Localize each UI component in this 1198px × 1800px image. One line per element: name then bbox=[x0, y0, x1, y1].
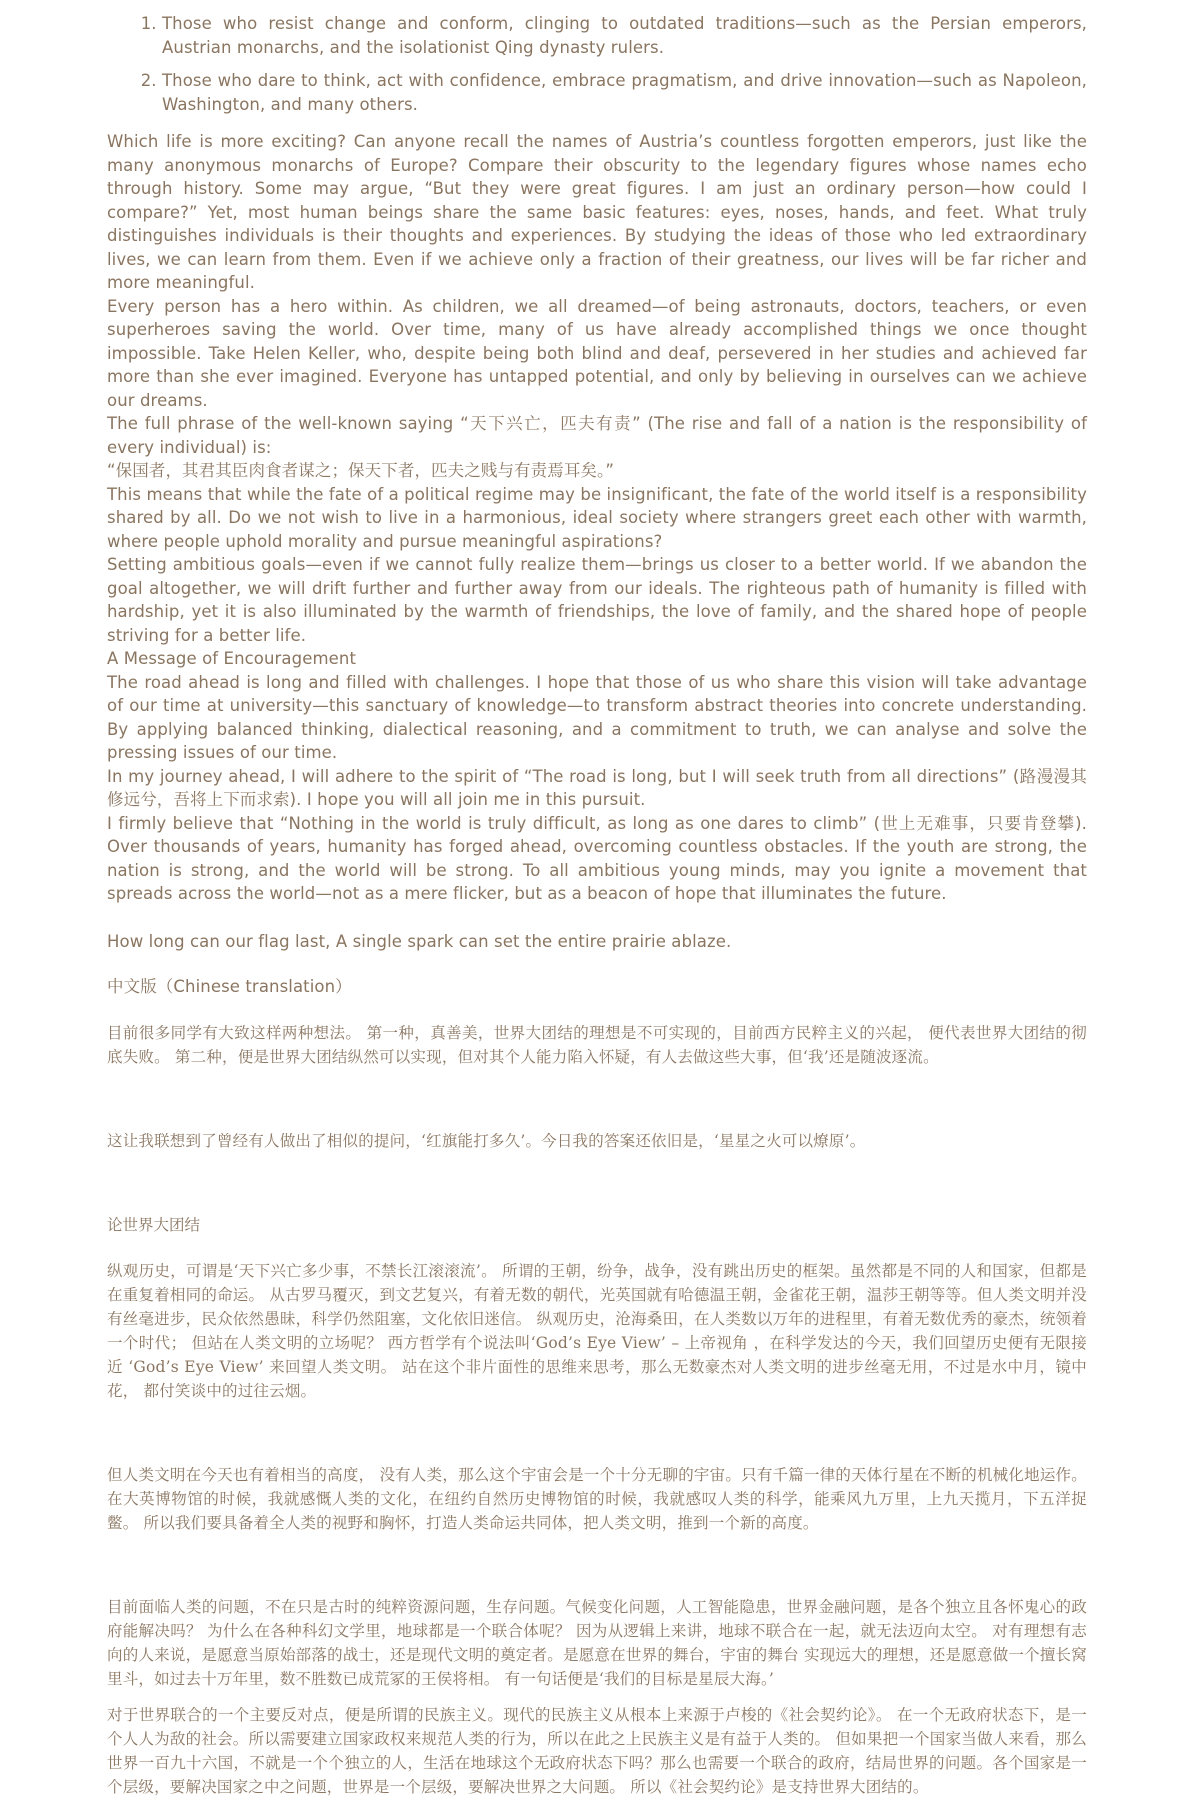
spacer bbox=[107, 1691, 1087, 1703]
chinese-paragraph: 目前面临人类的问题，不在只是古时的纯粹资源问题，生存问题。气候变化问题，人工智能隐患，世界金融问题，是各个独立且各怀鬼心的政府能解决吗？ 为什么在各种科幻文学里，地球都是一个联合体呢？ 因为从逻辑上来讲，地球不联合在一起，就无法迈向太空。 对有理想有志向的人来说，是愿意当原始部落的战士，还是现代文明的奠定者。是愿意在世界的舞台，宇宙的舞台 实现远大的理想，还是愿意做一个擅长窝里斗，如过去十万年里，数不胜数已成荒冢的王侯将相。 有一句话便是‘我们的目标是星辰大海。’ bbox=[107, 1597, 1087, 1688]
numbered-list bbox=[107, 12, 1087, 116]
spacer bbox=[107, 1069, 1087, 1129]
chinese-paragraph: 但人类文明在今天也有着相当的高度， 没有人类，那么这个宇宙会是一个十分无聊的宇宙。只有千篇一律的天体行星在不断的机械化地运作。 在大英博物馆的时候，我就感慨人类的文化，在纽约自然历史博物馆的时候，我就感叹人类的科学，能乘风九万里，上九天揽月，下五洋捉鳖。 所以我们要具备着全人类的视野和胸怀，打造人类命运共同体，把人类文明，推到一个新的高度。 bbox=[107, 1465, 1087, 1532]
quote-chinese: “保国者，其君其臣肉食者谋之；保天下者，匹夫之贱与有责焉耳矣。” bbox=[107, 461, 615, 480]
list-item: 1. Those who resist change and conform, clinging to outdated traditions—such as the Persian emperors, Austrian monarchs, and the isolationist Qing dynasty rulers. bbox=[162, 12, 1087, 59]
list-item: 2. Those who dare to think, act with confidence, embrace pragmatism, and drive innovation—such as Napoleon, Washington, and many others. bbox=[162, 69, 1087, 116]
paragraph-full-phrase: The full phrase of the well-known saying “天下兴亡，匹夫有责” (The rise and fall of a nation is the responsibility of every individual) is: bbox=[107, 414, 1087, 457]
flag-line: How long can our flag last, A single spark can set the entire prairie ablaze. bbox=[107, 931, 732, 951]
chinese-section bbox=[107, 1021, 1087, 1799]
heading-encouragement: A Message of Encouragement bbox=[107, 649, 357, 668]
paragraph-road-ahead: The road ahead is long and filled with challenges. I hope that those of us who share this vision will take advantage of our time at university—this sanctuary of knowledge—to transform abstract theories into concrete understanding. By applying balanced thinking, dialectical reasoning, and a commitment to truth, we can analyse and solve the pressing issues of our time. bbox=[107, 672, 1087, 762]
spacer bbox=[107, 906, 1087, 930]
paragraph-which-life: Which life is more exciting? Can anyone recall the names of Austria’s countless forgotten emperors, just like the many anonymous monarchs of Europe? Compare their obscurity to the legendary figures whose names echo through history. Some may argue, “But they were great figures. I am just an ordinary person—how could I compare?” Yet, most human beings share the same basic features: eyes, noses, hands, and feet. What truly distinguishes individuals is their thoughts and experiences. By studying the ideas of those who led extraordinary lives, we can learn from them. Even if we achieve only a fraction of their greatness, our lives will be far richer and more meaningful. bbox=[107, 132, 1087, 292]
paragraph-firmly-believe: I firmly believe that “Nothing in the world is truly difficult, as long as one dares to climb” (世上无难事，只要肯登攀). Over thousands of years, humanity has forged ahead, overcoming countless obstacles. If the youth are strong, the nation is strong, and the world will be strong. To all ambitious young minds, may you ignite a movement that spreads across the world—not as a mere flicker, but as a beacon of hope that illuminates the future. bbox=[107, 813, 1087, 903]
paragraph-political-regime: This means that while the fate of a political regime may be insignificant, the fate of the world itself is a responsibility shared by all. Do we not wish to live in a harmonious, ideal society where strangers greet each other with warmth, where people uphold morality and pursue meaningful aspirations? bbox=[107, 484, 1087, 551]
spacer bbox=[107, 1237, 1087, 1259]
chinese-title: 论世界大团结 bbox=[107, 1215, 201, 1234]
spacer bbox=[107, 999, 1087, 1021]
chinese-paragraph: 对于世界联合的一个主要反对点，便是所谓的民族主义。现代的民族主义从根本上来源于卢梭的《社会契约论》。 在一个无政府状态下，是一个人人为敌的社会。所以需要建立国家政权来规范人类的行为，所以在此之上民族主义是有益于人类的。 但如果把一个国家当做人来看，那么世界一百九十六国，不就是一个个独立的人，生活在地球这个无政府状态下吗？那么也需要一个联合的政府，结局世界的问题。各个国家是一个层级，要解决国家之中之问题，世界是一个层级，要解决世界之大问题。 所以《社会契约论》是支持世界大团结的。 bbox=[107, 1705, 1087, 1796]
chinese-paragraph: 目前很多同学有大致这样两种想法。 第一种，真善美，世界大团结的理想是不可实现的，目前西方民粹主义的兴起， 便代表世界大团结的彻底失败。 第二种，便是世界大团结纵然可以实现，但对其个人能力陷入怀疑，有人去做这些大事，但‘我’还是随波逐流。 bbox=[107, 1023, 1087, 1066]
chinese-paragraph: 这让我联想到了曾经有人做出了相似的提问，‘红旗能打多久’。今日我的答案还依旧是，‘星星之火可以燎原’。 bbox=[107, 1131, 866, 1150]
spacer bbox=[107, 1153, 1087, 1213]
chinese-translation-heading: 中文版（Chinese translation） bbox=[107, 977, 352, 996]
spacer bbox=[107, 1535, 1087, 1595]
document-page bbox=[107, 12, 1087, 1799]
spacer bbox=[107, 953, 1087, 975]
paragraph-ambitious-goals: Setting ambitious goals—even if we cannot fully realize them—brings us closer to a better world. If we abandon the goal altogether, we will drift further and further away from our ideals. The righteous path of humanity is filled with hardship, yet it is also illuminated by the warmth of friendships, the love of family, and the shared hope of people striving for a better life. bbox=[107, 555, 1087, 645]
paragraph-hero-within: Every person has a hero within. As children, we all dreamed—of being astronauts, doctors, teachers, or even superheroes saving the world. Over time, many of us have already accomplished things we once thought impossible. Take Helen Keller, who, despite being both blind and deaf, persevered in her studies and achieved far more than she ever imagined. Everyone has untapped potential, and only by believing in ourselves can we achieve our dreams. bbox=[107, 296, 1087, 410]
spacer bbox=[107, 1403, 1087, 1463]
chinese-paragraph: 纵观历史，可谓是‘天下兴亡多少事，不禁长江滚滚流’。 所谓的王朝，纷争，战争，没有跳出历史的框架。虽然都是不同的人和国家，但都是在重复着相同的命运。 从古罗马覆灭，到文艺复兴，有着无数的朝代，光英国就有哈德温王朝，金雀花王朝，温莎王朝等等。但人类文明并没有丝毫进步，民众依然愚昧，科学仍然阻塞，文化依旧迷信。 纵观历史，沧海桑田，在人类数以万年的进程里，有着无数优秀的豪杰，统领着一个时代； 但站在人类文明的立场呢？ 西方哲学有个说法叫‘God’s Eye View’ – 上帝视角 ，在科学发达的今天，我们回望历史便有无限接近 ‘God’s Eye View’ 来回望人类文明。 站在这个非片面性的思维来思考，那么无数豪杰对人类文明的进步丝毫无用，不过是水中月，镜中花， 都付笑谈中的过往云烟。 bbox=[107, 1261, 1087, 1400]
english-section bbox=[107, 130, 1087, 999]
paragraph-journey-ahead: In my journey ahead, I will adhere to the spirit of “The road is long, but I will seek truth from all directions” (路漫漫其修远兮，吾将上下而求索). I hope you will all join me in this pursuit. bbox=[107, 766, 1087, 809]
